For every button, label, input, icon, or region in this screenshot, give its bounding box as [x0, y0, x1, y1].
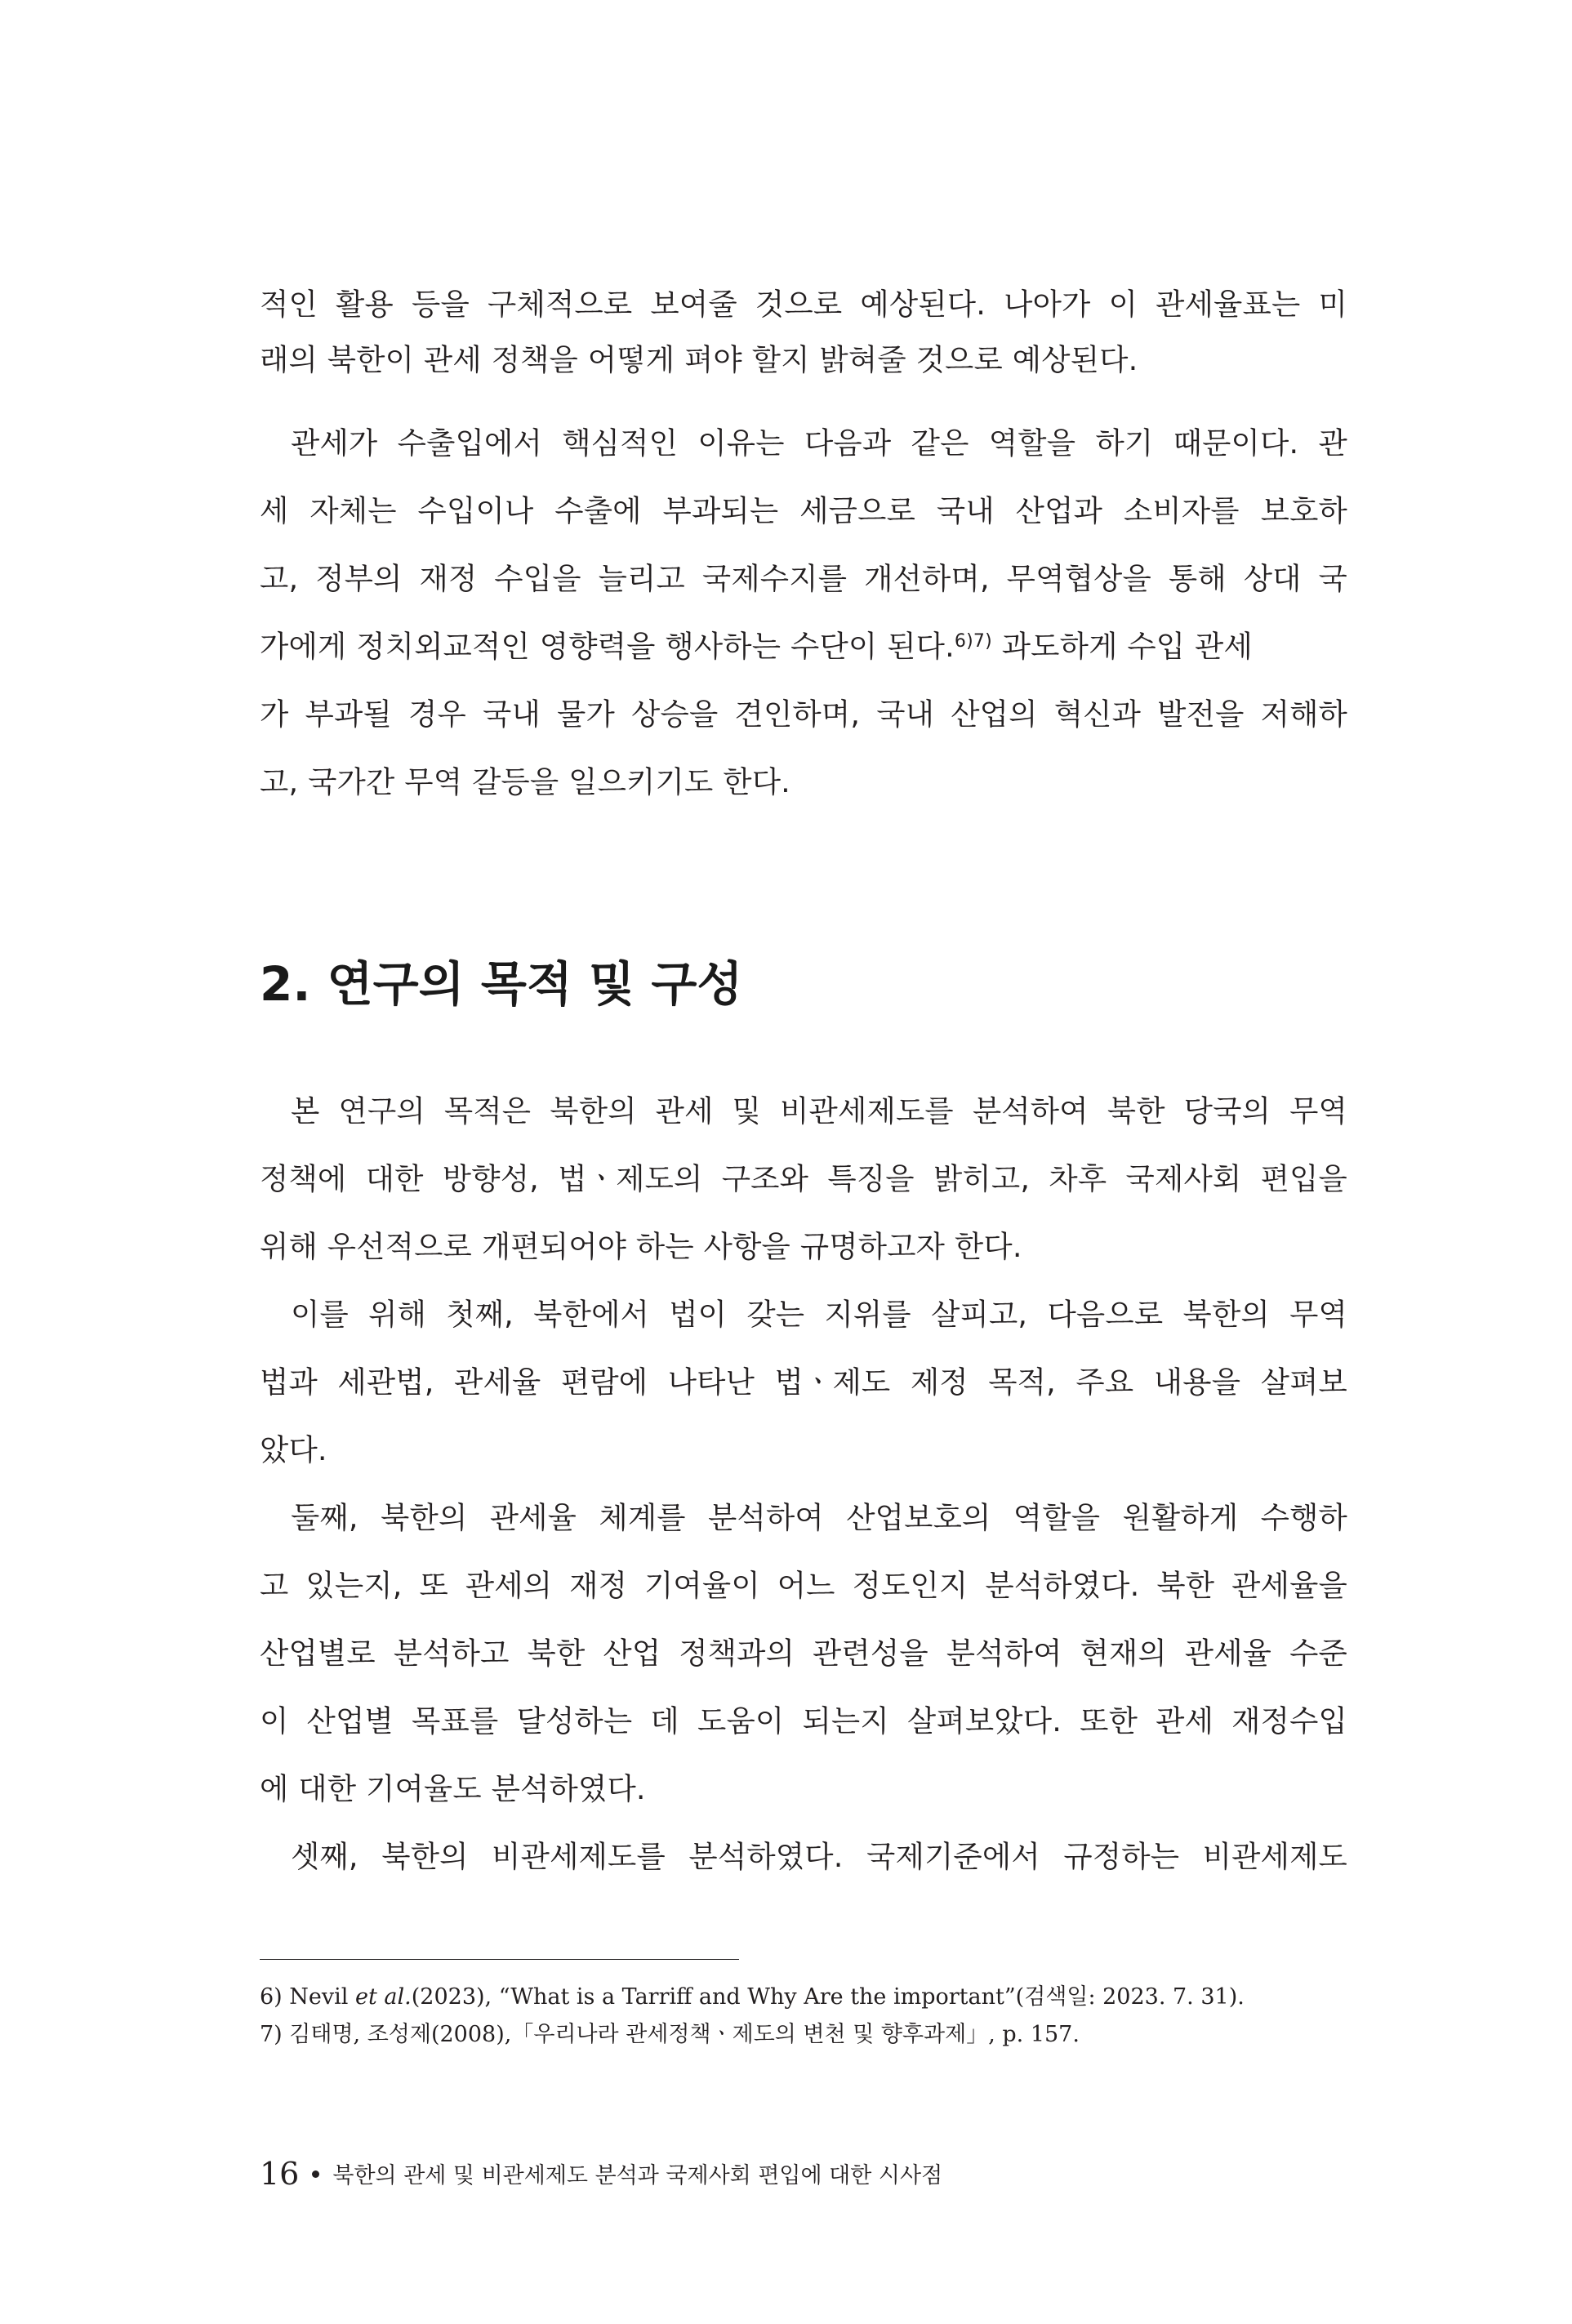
footnote-text: (2023), “What is a Tarriff and Why Are the important”(검색일: 2023. 7. 31). — [411, 1984, 1245, 2010]
text-line: 적인 활용 등을 구체적으로 보여줄 것으로 예상된다. 나아가 이 관세율표는 미 — [260, 287, 1347, 322]
text-line: 래의 북한이 관세 정책을 어떻게 펴야 할지 밝혀줄 것으로 예상된다. — [260, 342, 1138, 377]
text-line: 법과 세관법, 관세율 편람에 나타난 법ㆍ제도 제정 목적, 주요 내용을 살펴보 — [260, 1365, 1347, 1400]
footnote-ref[interactable]: 6)7) — [954, 631, 992, 652]
text-line: 셋째, 북한의 비관세제도를 분석하였다. 국제기준에서 규정하는 비관세제도 — [291, 1839, 1347, 1874]
text-line: 고 있는지, 또 관세의 재정 기여율이 어느 정도인지 분석하였다. 북한 관세율을 — [260, 1568, 1347, 1603]
text-line: 이 산업별 목표를 달성하는 데 도움이 되는지 살펴보았다. 또한 관세 재정수입 — [260, 1703, 1347, 1739]
text-line: 고, 국가간 무역 갈등을 일으키기도 한다. — [260, 764, 790, 799]
section-heading: 2. 연구의 목적 및 구성 — [260, 956, 743, 1012]
text-line: 둘째, 북한의 관세율 체계를 분석하여 산업보호의 역할을 원활하게 수행하 — [291, 1500, 1347, 1535]
text-segment: 가에게 정치외교적인 영향력을 행사하는 수단이 된다. — [260, 629, 955, 664]
text-line: 가 부과될 경우 국내 물가 상승을 견인하며, 국내 산업의 혁신과 발전을 저해하 — [260, 697, 1347, 732]
text-line: 정책에 대한 방향성, 법ㆍ제도의 구조와 특징을 밝히고, 차후 국제사회 편입을 — [260, 1161, 1347, 1196]
footnote-text: 6) Nevil — [260, 1984, 356, 2010]
text-line: 았다. — [260, 1432, 327, 1467]
footnote-7: 7) 김태명, 조성제(2008),「우리나라 관세정책ㆍ제도의 변천 및 향후과제」, p. 157. — [260, 2022, 1080, 2047]
text-line: 위해 우선적으로 개편되어야 하는 사항을 규명하고자 한다. — [260, 1229, 1022, 1264]
text-line: 관세가 수출입에서 핵심적인 이유는 다음과 같은 역할을 하기 때문이다. 관 — [291, 425, 1347, 461]
text-line: 에 대한 기여율도 분석하였다. — [260, 1771, 646, 1806]
text-line: 본 연구의 목적은 북한의 관세 및 비관세제도를 분석하여 북한 당국의 무역 — [291, 1093, 1347, 1129]
running-title: 북한의 관세 및 비관세제도 분석과 국제사회 편입에 대한 시사점 — [332, 2163, 943, 2188]
text-line: 고, 정부의 재정 수입을 늘리고 국제수지를 개선하며, 무역협상을 통해 상대 국 — [260, 561, 1347, 596]
footnote-italic-text: et al. — [355, 1984, 412, 2010]
page-footer — [260, 2157, 942, 2193]
page-number: 16 — [260, 2156, 300, 2192]
text-line-with-refs — [260, 626, 1347, 667]
text-segment: 과도하게 수입 관세 — [1001, 629, 1253, 664]
text-line: 이를 위해 첫째, 북한에서 법이 갖는 지위를 살피고, 다음으로 북한의 무역 — [291, 1297, 1347, 1332]
footnote-6 — [260, 1983, 1245, 2012]
text-line: 세 자체는 수입이나 수출에 부과되는 세금으로 국내 산업과 소비자를 보호하 — [260, 493, 1347, 528]
bullet-dot-icon — [312, 2170, 319, 2178]
text-line: 산업별로 분석하고 북한 산업 정책과의 관련성을 분석하여 현재의 관세율 수준 — [260, 1636, 1347, 1671]
footnote-divider — [260, 1959, 739, 1960]
